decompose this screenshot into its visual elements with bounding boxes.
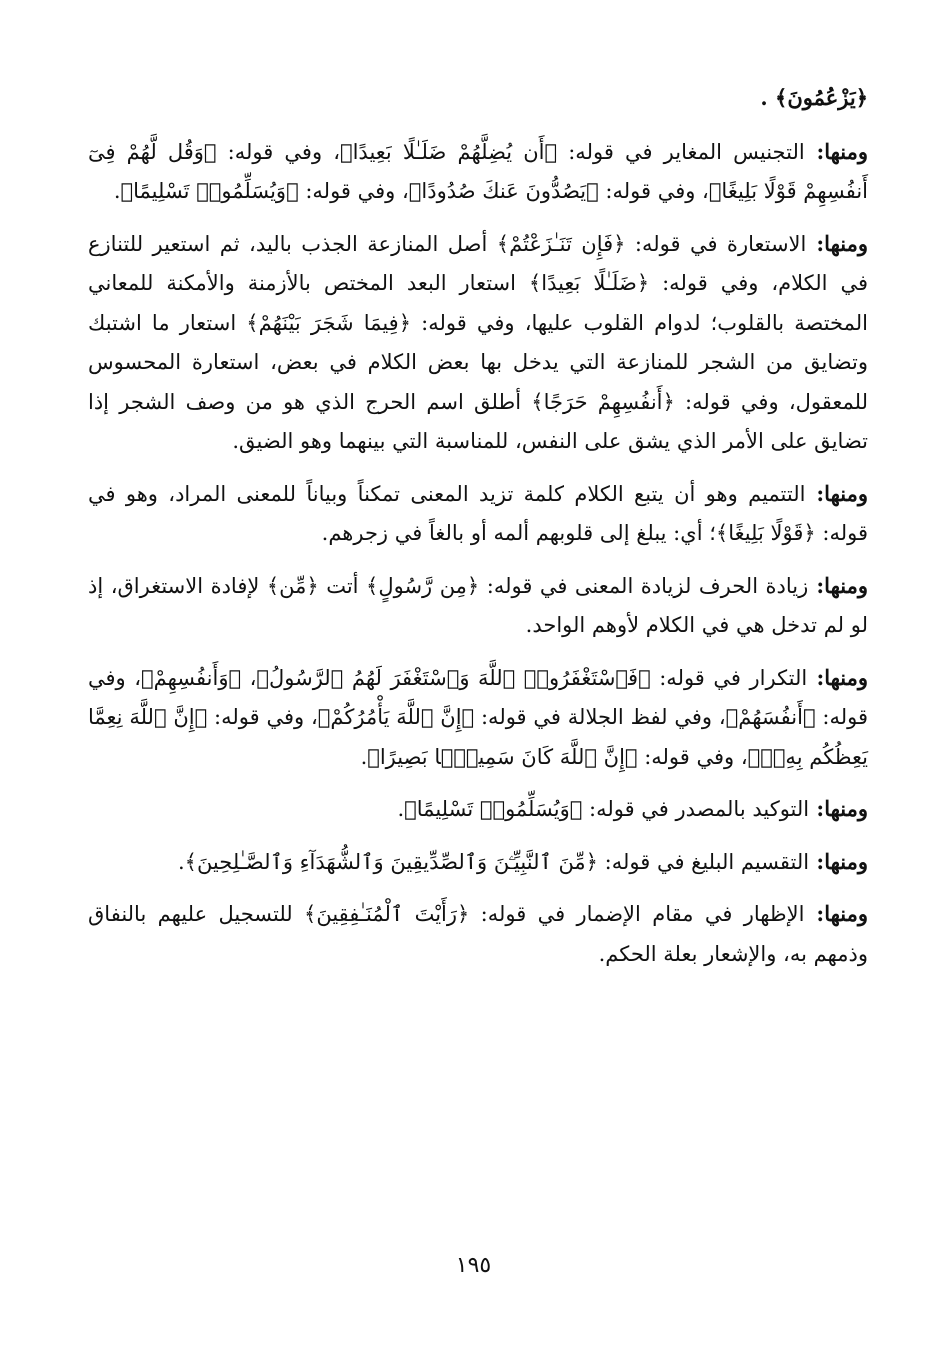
paragraph-izhar (88, 894, 868, 974)
paragraph-lead: ومنها: (808, 572, 868, 598)
paragraph-text: التوكيد بالمصدر في قوله: ﴿وَيُسَلِّمُوا۟ تَسْلِيمًا﴾. (397, 797, 810, 821)
paragraph-tawkid (88, 789, 868, 830)
paragraph-text: الإظهار في مقام الإضمار في قوله: ﴿رَأَيْتَ ٱلْمُنَـٰفِقِينَ﴾ للتسجيل عليهم بالنفاق وذمهم به، والإشعار بعلة الحكم. (88, 902, 868, 966)
page-body (88, 78, 868, 986)
paragraph-tatmim (88, 474, 868, 554)
paragraph-lead: ومنها: (809, 796, 868, 821)
paragraph-ziyadat-alharf (88, 566, 868, 646)
paragraph-text: زيادة الحرف لزيادة المعنى في قوله: ﴿مِن رَّسُولٍ﴾ أتت ﴿مِّن﴾ لإفادة الاستغراق، إذ لو لم تدخل هي في الكلام لأوهم الواحد. (88, 573, 868, 637)
paragraph-lead: ومنها: (804, 901, 868, 926)
paragraph-takrar (88, 658, 868, 778)
paragraph-lead: ومنها: (804, 138, 869, 164)
paragraph-text: التجنيس المغاير في قوله: ﴿أَن يُضِلَّهُمْ ضَلَـٰلًا بَعِيدًا﴾، وفي قوله: ﴿وَقُل لَّهُمْ فِىٓ أَنفُسِهِمْ قَوْلًا بَلِيغًا﴾، وفي قوله: ﴿يَصُدُّونَ عَنكَ صُدُودًا﴾، وفي قوله: ﴿وَيُسَلِّمُوا۟ تَسْلِيمًا﴾. (88, 139, 868, 203)
paragraph-lead: ومنها: (807, 664, 869, 690)
paragraph-text: الاستعارة في قوله: ﴿فَإِن تَنَـٰزَعْتُمْ﴾ أصل المنازعة الجذب باليد، ثم استعير للتنازع في الكلام، وفي قوله: ﴿ضَلَـٰلًا بَعِيدًا﴾ استعار البعد المختص بالأزمنة والأمكنة للمعاني المختصة بالقلوب؛ لدوام القلوب عليها، وفي قوله: ﴿فِيمَا شَجَرَ بَيْنَهُمْ﴾ استعار ما اشتبك وتضايق من الشجر للمنازعة التي يدخل بها بعض الكلام في بعض، استعارة المحسوس للمعقول، وفي قوله: ﴿أَنفُسِهِمْ حَرَجًا﴾ أطلق اسم الحرج الذي هو من وصف الشجر إذا تضايق على الأمر الذي يشق على النفس، للمناسبة التي بينهما وهو الضيق. (88, 231, 868, 453)
page-number: ١٩٥ (455, 1253, 492, 1278)
continued-verse-line: ﴿يَزْعُمُونَ﴾ . (760, 85, 868, 110)
paragraph-tajnis (88, 132, 868, 212)
paragraph-lead: ومنها: (809, 848, 868, 874)
paragraph-text: التتميم وهو أن يتبع الكلام كلمة تزيد المعنى تمكناً وبياناً للمعنى المراد، وهو في قوله: ﴿قَوْلًا بَلِيغًا﴾؛ أي: يبلغ إلى قلوبهم ألمه أو بالغاً في زجرهم. (88, 481, 868, 545)
paragraph-istiara (88, 224, 868, 462)
paragraph-taqsim (88, 842, 868, 883)
paragraph-text: التكرار في قوله: ﴿فَٱسْتَغْفَرُوا۟ ٱللَّهَ وَٱسْتَغْفَرَ لَهُمُ ٱلرَّسُولُ﴾، ﴿وَأَنفُسِهِمْ﴾، وفي قوله: ﴿أَنفُسَهُمْ﴾، وفي لفظ الجلالة في قوله: ﴿إِنَّ ٱللَّهَ يَأْمُرُكُمْ﴾، وفي قوله: ﴿إِنَّ ٱللَّهَ نِعِمَّا يَعِظُكُم بِهِۦٓ﴾، وفي قوله: ﴿إِنَّ ٱللَّهَ كَانَ سَمِيعًۢا بَصِيرًا﴾. (88, 665, 868, 769)
paragraph-lead: ومنها: (806, 230, 868, 256)
paragraph-lead: ومنها: (805, 480, 868, 506)
paragraph-text: التقسيم البليغ في قوله: ﴿مِّنَ ٱلنَّبِيِّـۧنَ وَٱلصِّدِّيقِينَ وَٱلشُّهَدَآءِ وَٱلصَّـٰلِحِينَ﴾. (177, 849, 810, 874)
